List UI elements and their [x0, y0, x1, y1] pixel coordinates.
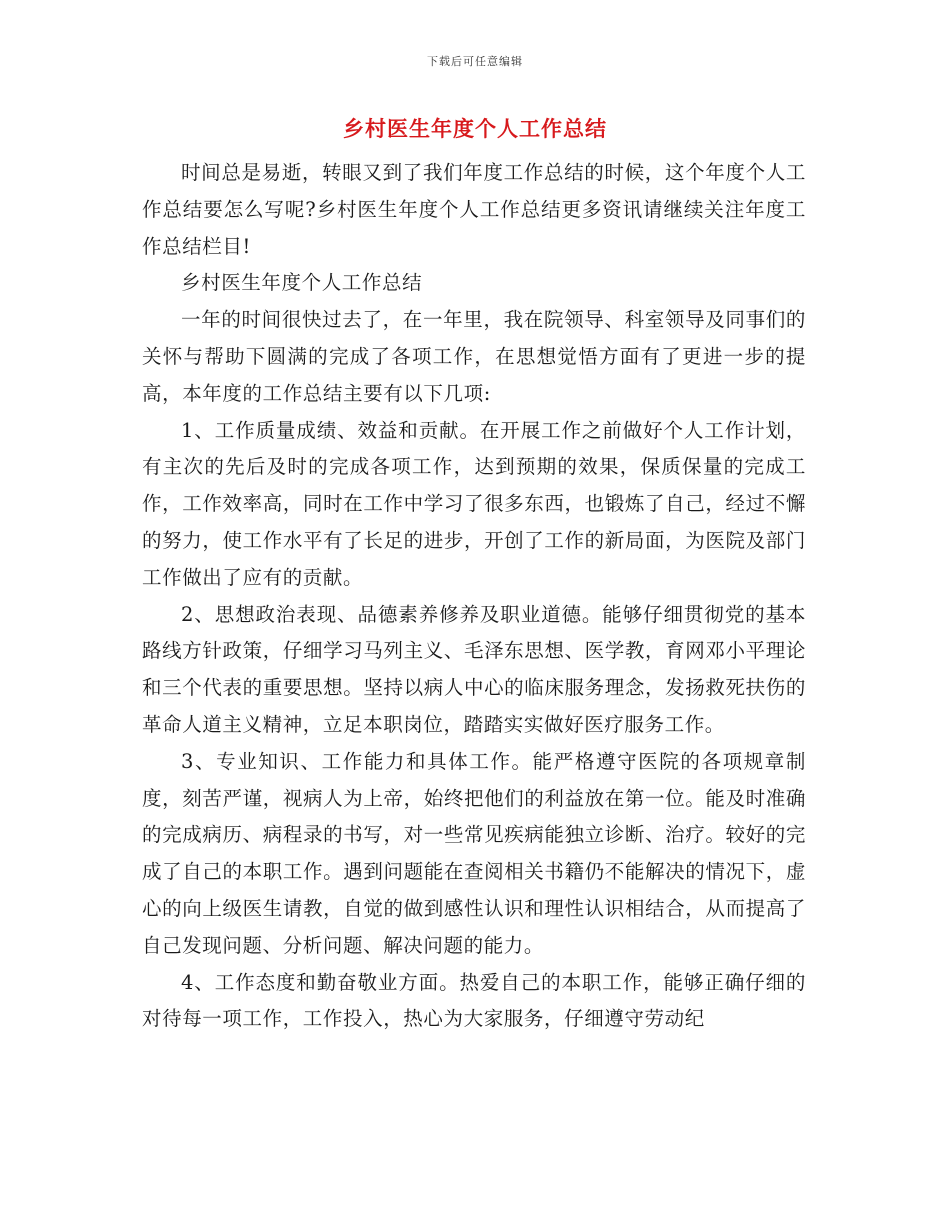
document-body [142, 155, 806, 1038]
section-3-paragraph: 3、专业知识、工作能力和具体工作。能严格遵守医院的各项规章制度，刻苦严谨，视病人为上帝，始终把他们的利益放在第一位。能及时准确的完成病历、病程录的书写，对一些常见疾病能独立诊断、治疗。较好的完成了自己的本职工作。遇到问题能在查阅相关书籍仍不能解决的情况下，虚心的向上级医生请教，自觉的做到感性认识和理性认识相结合，从而提高了自己发现问题、分析问题、解决问题的能力。 [142, 749, 806, 957]
section-4-paragraph: 4、工作态度和勤奋敬业方面。热爱自己的本职工作，能够正确仔细的对待每一项工作，工作投入，热心为大家服务，仔细遵守劳动纪 [142, 970, 806, 1031]
subtitle-paragraph: 乡村医生年度个人工作总结 [181, 271, 423, 295]
opening-paragraph: 一年的时间很快过去了，在一年里，我在院领导、科室领导及同事们的关怀与帮助下圆满的完成了各项工作，在思想觉悟方面有了更进一步的提高，本年度的工作总结主要有以下几项: [142, 308, 806, 405]
section-2-paragraph: 2、思想政治表现、品德素养修养及职业道德。能够仔细贯彻党的基本路线方针政策，仔细学习马列主义、毛泽东思想、医学教，育网邓小平理论和三个代表的重要思想。坚持以病人中心的临床服务理念，发扬救死扶伤的革命人道主义精神，立足本职岗位，踏踏实实做好医疗服务工作。 [142, 602, 806, 736]
document-title: 乡村医生年度个人工作总结 [343, 116, 607, 141]
intro-paragraph: 时间总是易逝，转眼又到了我们年度工作总结的时候，这个年度个人工作总结要怎么写呢?乡村医生年度个人工作总结更多资讯请继续关注年度工作总结栏目! [142, 161, 806, 258]
page-header-note: 下载后可任意编辑 [427, 55, 523, 68]
section-1-paragraph: 1、工作质量成绩、效益和贡献。在开展工作之前做好个人工作计划，有主次的先后及时的完成各项工作，达到预期的效果，保质保量的完成工作，工作效率高，同时在工作中学习了很多东西，也锻炼了自己，经过不懈的努力，使工作水平有了长足的进步，开创了工作的新局面，为医院及部门工作做出了应有的贡献。 [142, 418, 806, 589]
